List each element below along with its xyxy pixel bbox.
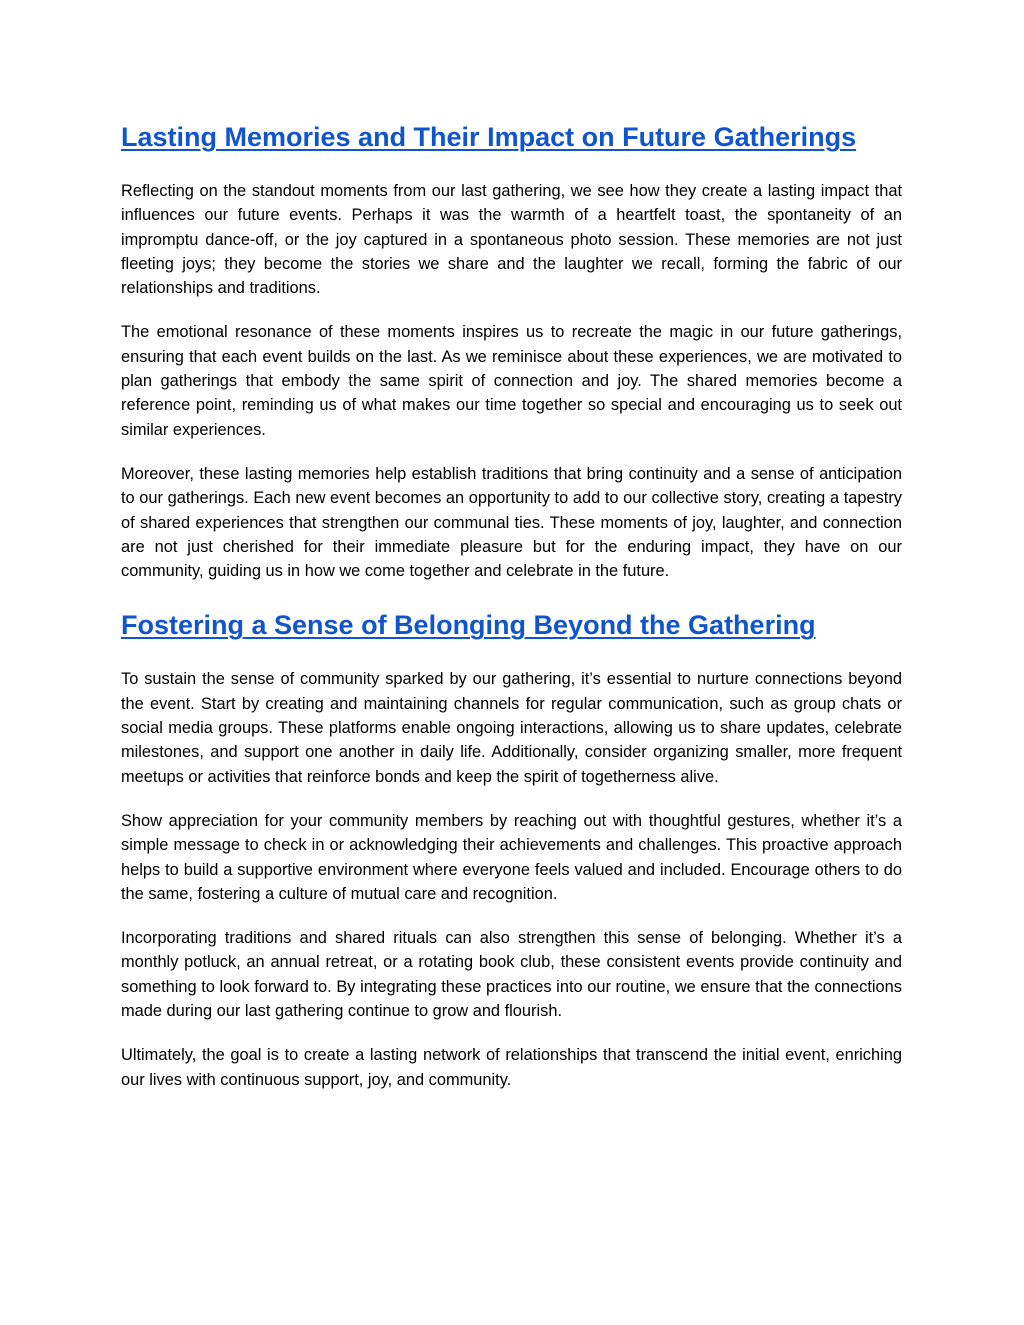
section-lasting-memories [121, 118, 902, 583]
body-paragraph: Moreover, these lasting memories help establish traditions that bring continuity and a sense of anticipation to our gatherings. Each new event becomes an opportunity to add to our collective story, creating a tapestry of shared experiences that strengthen our communal ties. These moments of joy, laughter, and connection are not just cherished for their immediate pleasure but for the enduring impact, they have on our community, guiding us in how we come together and celebrate in the future. [121, 464, 902, 581]
body-paragraph: The emotional resonance of these moments inspires us to recreate the magic in our future gatherings, ensuring that each event builds on the last. As we reminisce about these experiences, we are motivated to plan gatherings that embody the same spirit of connection and joy. The shared memories become a reference point, reminding us of what makes our time together so special and encouraging us to seek out similar experiences. [121, 323, 902, 439]
body-paragraph: Ultimately, the goal is to create a lasting network of relationships that transcend the initial event, enriching our lives with continuous support, joy, and community. [121, 1046, 902, 1089]
section-heading-link[interactable]: Lasting Memories and Their Impact on Future Gatherings [121, 122, 857, 152]
body-paragraph: Reflecting on the standout moments from our last gathering, we see how they create a lasting impact that influences our future events. Perhaps it was the warmth of a heartfelt toast, the spontaneity of an impromptu dance-off, or the joy captured in a spontaneous photo session. These memories are not just fleeting joys; they become the stories we share and the laughter we recall, forming the fabric of our relationships and traditions. [121, 182, 902, 298]
body-paragraph: Show appreciation for your community members by reaching out with thoughtful gestures, whether it’s a simple message to check in or acknowledging their achievements and challenges. This proactive approach helps to build a supportive environment where everyone feels valued and included. Encourage others to do the same, fostering a culture of mutual care and recognition. [121, 811, 902, 903]
body-paragraph: Incorporating traditions and shared rituals can also strengthen this sense of belonging. Whether it’s a monthly potluck, an annual retreat, or a rotating book club, these consistent events provide continuity and something to look forward to. By integrating these practices into our routine, we ensure that the connections made during our last gathering continue to grow and flourish. [121, 929, 902, 1021]
body-paragraph: To sustain the sense of community sparked by our gathering, it’s essential to nurture connections beyond the event. Start by creating and maintaining channels for regular communication, such as group chats or social media groups. These platforms enable ongoing interactions, allowing us to share updates, celebrate milestones, and support one another in daily life. Additionally, consider organizing smaller, more frequent meetups or activities that reinforce bonds and keep the spirit of togetherness alive. [121, 670, 902, 786]
document-page [121, 118, 902, 1092]
section-fostering-belonging [121, 606, 902, 1091]
section-heading-link[interactable]: Fostering a Sense of Belonging Beyond the Gathering [121, 610, 816, 641]
